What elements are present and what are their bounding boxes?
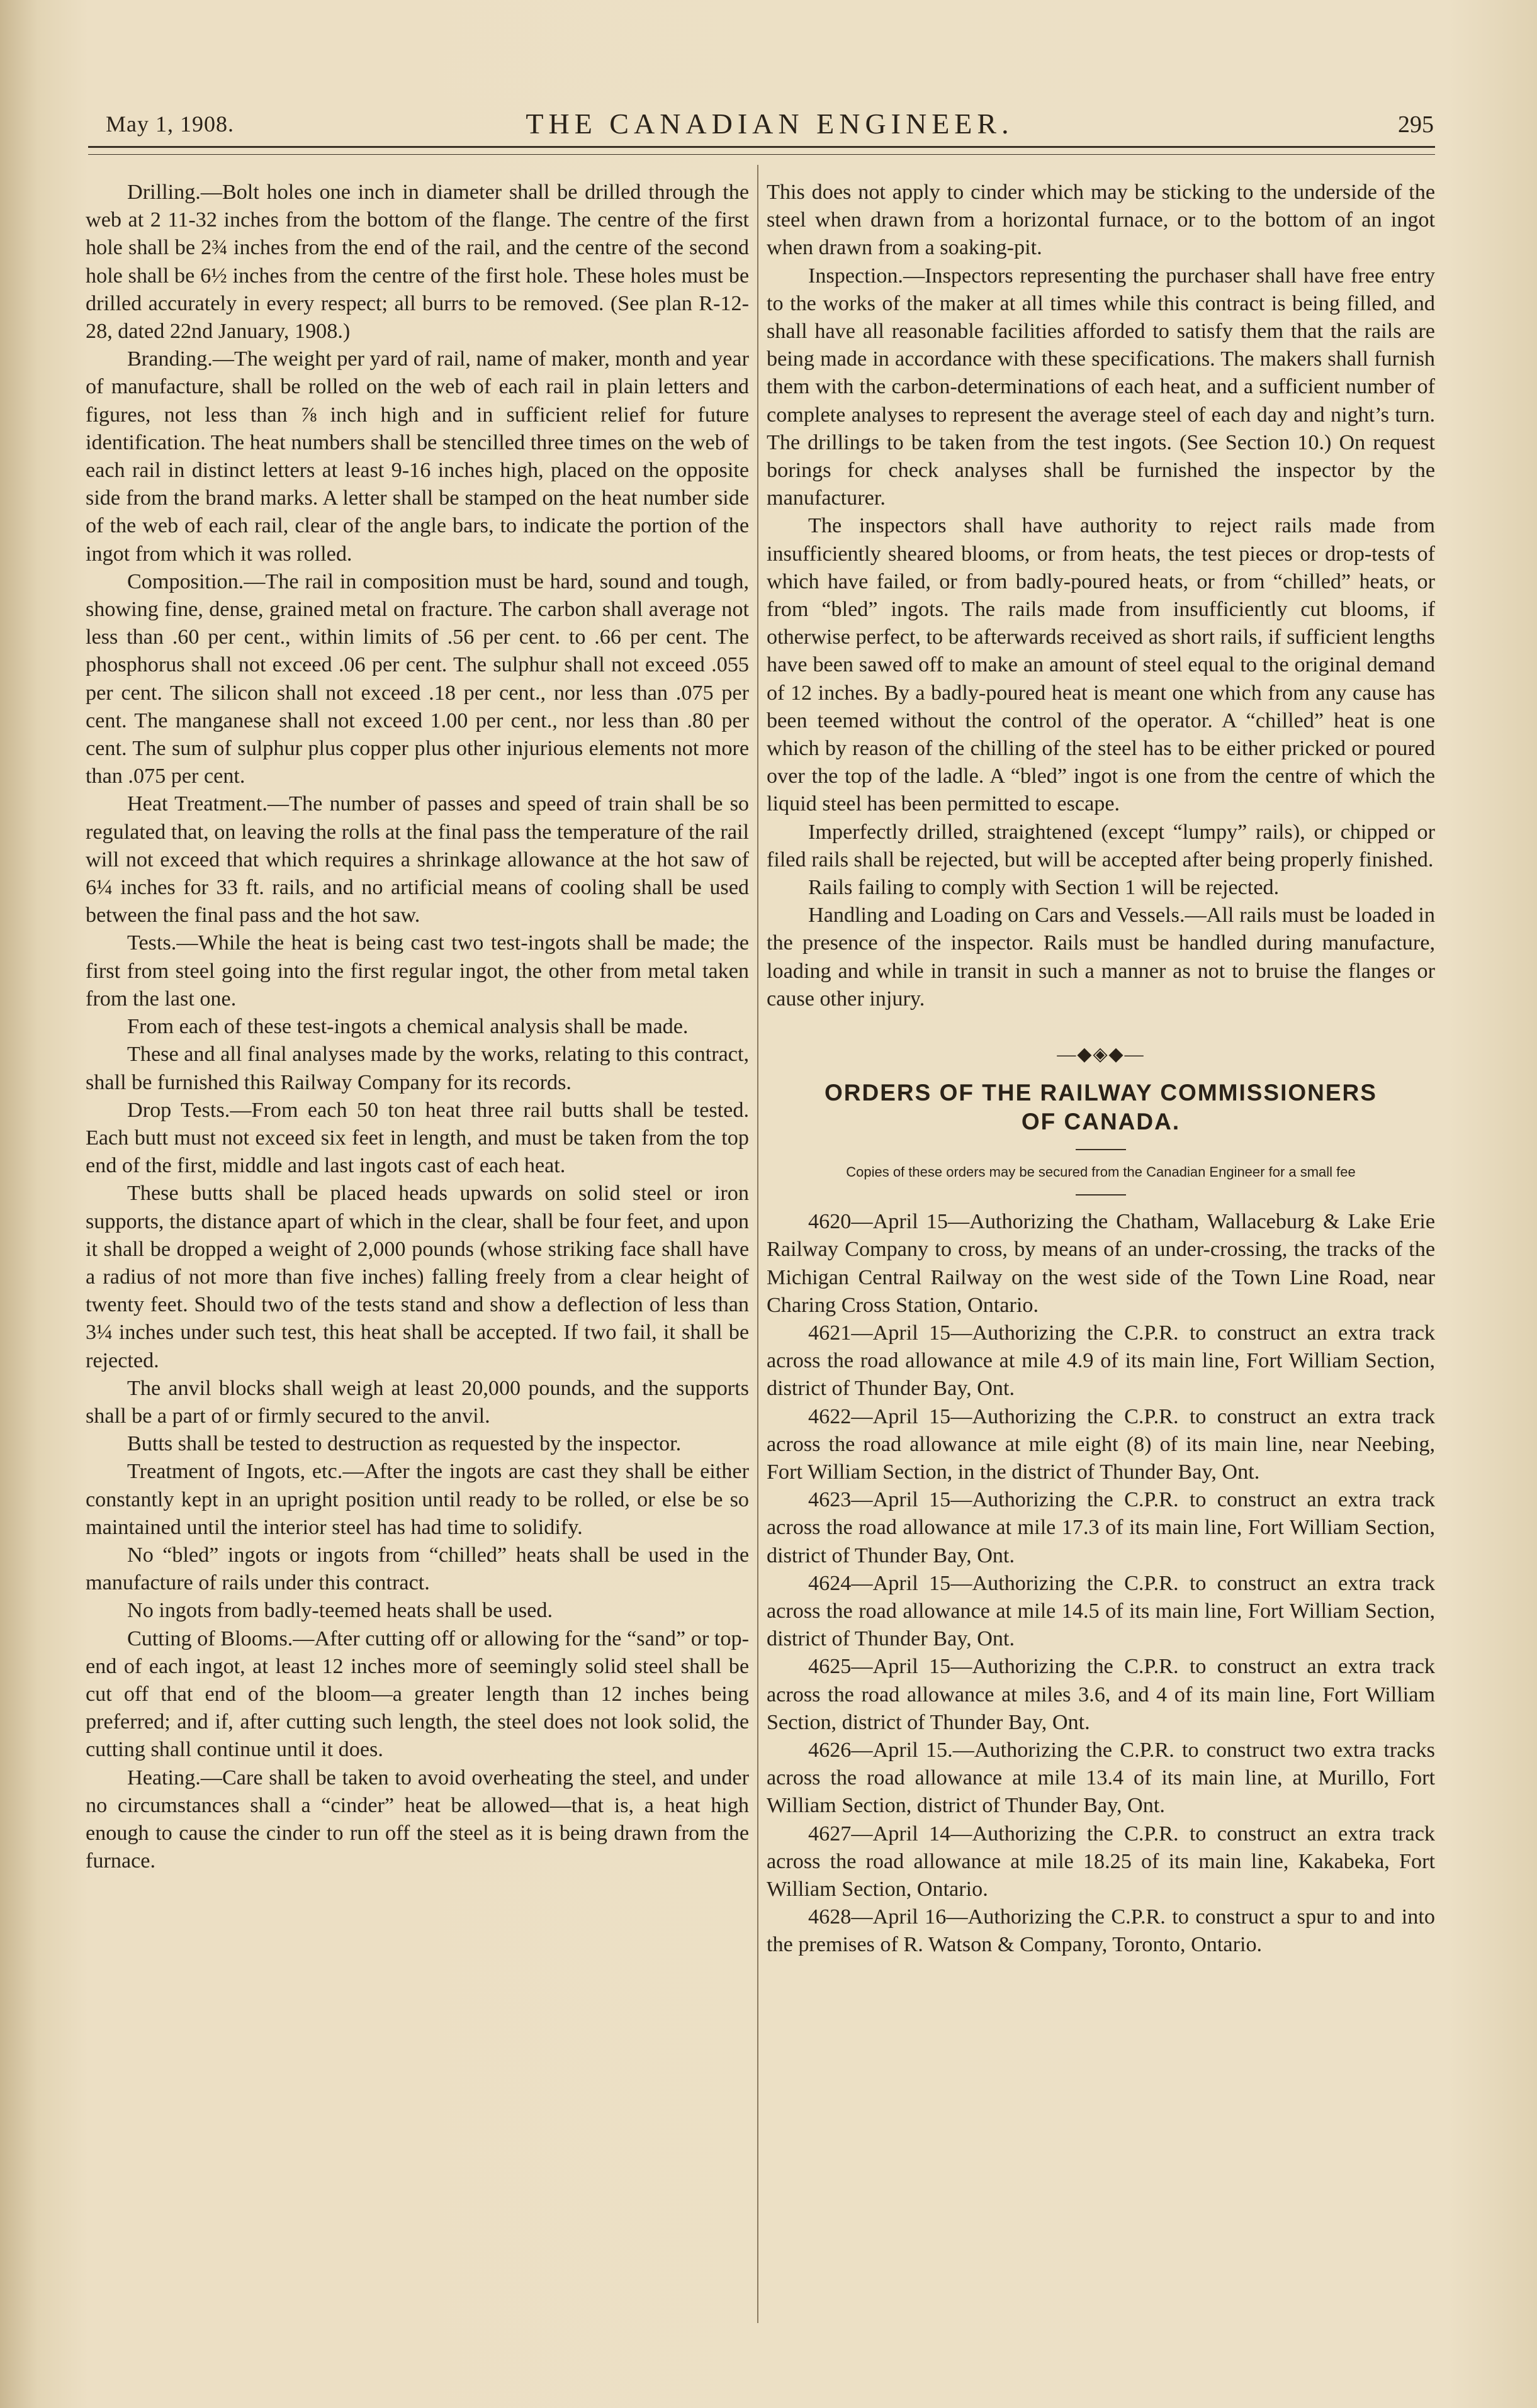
paragraph-continued: This does not apply to cinder which may be sticking to the underside of the steel when drawn from a horizontal furnace, or to the bottom of an ingot when drawn from a soaking-pit. (767, 181, 1435, 260)
order-4623: 4623—April 15—Authorizing the C.P.R. to construct an extra track across the road allowance at mile 17.3 of its main line, Fort William Section, district of Thunder Bay, Ont. (767, 1488, 1435, 1567)
section-ornament: —◆◈◆— (1057, 1044, 1145, 1065)
paragraph-butts-placement: These butts shall be placed heads upwards on solid steel or iron supports, the distance apart of which in the clear, shall be four feet, and upon it shall be dropped a weight of 2,000 pounds (whose striking face shall have a radius of not more than five inches) falling freely from a clear height of twenty feet. Should two of the tests stand and show a deflection of less than 3¼ inches under such test, this heat shall be accepted. If two fail, it shall be rejected. (86, 1182, 749, 1372)
paragraph-drop-tests: Drop Tests.—From each 50 ton heat three rail butts shall be tested. Each butt must not exceed six feet in length, and must be taken from the top end of the first, middle and last ingots cast of each heat. (86, 1098, 749, 1178)
paragraph-imperfect-rails: Imperfectly drilled, straightened (except “lumpy” rails), or chipped or filed rails shall be rejected, but will be accepted after being properly finished. (767, 820, 1435, 871)
paragraph-chemical-analysis: From each of these test-ingots a chemical analysis shall be made. (127, 1015, 689, 1039)
section-heading-line-2: OF CANADA. (1021, 1109, 1181, 1135)
section-note: Copies of these orders may be secured from the Canadian Engineer for a small fee (846, 1164, 1356, 1180)
paragraph-cutting-of-blooms: Cutting of Blooms.—After cutting off or allowing for the “sand” or top-end of each ingot, at least 12 inches more of seemingly solid steel shall be cut off that end of the bloom—a greater length than 12 inches being preferred; and if, after cutting such length, the steel does not look solid, the cutting shall continue until it does. (86, 1627, 749, 1762)
order-4624: 4624—April 15—Authorizing the C.P.R. to construct an extra track across the road allowance at mile 14.5 of its main line, Fort William Section, district of Thunder Bay, Ont. (767, 1571, 1435, 1651)
paragraph-drilling: Drilling.—Bolt holes one inch in diameter shall be drilled through the web at 2 11-32 inches from the bottom of the flange. The centre of the first hole shall be 2¾ inches from the end of the rail, and the centre of the second hole shall be 6½ inches from the centre of the first hole. These holes must be drilled accurately in every respect; all burrs to be removed. (See plan R-12-28, dated 22nd January, 1908.) (86, 181, 749, 344)
order-4628: 4628—April 16—Authorizing the C.P.R. to construct a spur to and into the premises of R. Watson & Company, Toronto, Ontario. (767, 1905, 1435, 1957)
section-heading-line-1: ORDERS OF THE RAILWAY COMMISSIONERS (825, 1080, 1377, 1106)
paragraph-heat-treatment: Heat Treatment.—The number of passes and speed of train shall be so regulated that, on leaving the rolls at the final pass the temperature of the rail will not exceed that which requires a shrinkage allowance at the hot saw of 6¼ inches for 33 ft. rails, and no artificial means of cooling shall be used between the final pass and the hot saw. (86, 792, 749, 927)
left-column (86, 179, 749, 1875)
paragraph-final-analyses: These and all final analyses made by the works, relating to this contract, shall be furnished this Railway Company for its records. (86, 1043, 749, 1094)
section-heading (767, 1078, 1435, 1136)
page-header (106, 107, 1434, 145)
paragraph-badly-teemed: No ingots from badly-teemed heats shall be used. (127, 1599, 553, 1623)
paragraph-anvil-blocks: The anvil blocks shall weigh at least 20,000 pounds, and the supports shall be a part of or firmly secured to the anvil. (86, 1376, 749, 1428)
paragraph-handling-loading: Handling and Loading on Cars and Vessels.—All rails must be loaded in the presence of the inspector. Rails must be handled during manufacture, loading and while in transit in such a manner as not to bruise the flanges or cause other injury. (767, 904, 1435, 1011)
paragraph-tests: Tests.—While the heat is being cast two test-ingots shall be made; the first from steel going into the first regular ingot, the other from metal taken from the last one. (86, 931, 749, 1011)
order-4622: 4622—April 15—Authorizing the C.P.R. to construct an extra track across the road allowance at mile eight (8) of its main line, near Neebing, Fort William Section, in the district of Thunder Bay, Ont. (767, 1404, 1435, 1484)
paragraph-composition: Composition.—The rail in composition must be hard, sound and tough, showing fine, dense, grained metal on fracture. The carbon shall average not less than .60 per cent., within limits of .56 per cent. to .66 per cent. The phosphorus shall not exceed .06 per cent. The sulphur shall not exceed .055 per cent. The silicon shall not exceed .18 per cent., nor less than .075 per cent. The manganese shall not exceed 1.00 per cent., nor less than .80 per cent. The sum of sulphur plus copper plus other injurious elements not more than .075 per cent. (86, 569, 749, 788)
paragraph-bled-ingots: No “bled” ingots or ingots from “chilled” heats shall be used in the manufacture of rails under this contract. (86, 1543, 749, 1595)
issue-date: May 1, 1908. (106, 111, 234, 137)
order-4626: 4626—April 15.—Authorizing the C.P.R. to construct two extra tracks across the road allowance at mile 13.4 of its main line, at Murillo, Fort William Section, district of Thunder Bay, Ont. (767, 1738, 1435, 1818)
heading-rule (1076, 1149, 1126, 1150)
header-rule (88, 146, 1435, 155)
paragraph-inspector-authority: The inspectors shall have authority to reject rails made from insufficiently sheared blooms, or from heats, the test pieces or drop-tests of which have failed, or from badly-poured heats, or from “chilled” heats, or from “bled” ingots. The rails made from insufficiently cut blooms, if otherwise perfect, to be afterwards received as short rails, if sufficient lengths have been sawed off to make an amount of steel equal to the original demand of 12 inches. By a badly-poured heat is meant one which from any cause has been teemed without the control of the operator. A “chilled” heat is one which by reason of the chilling of the steel has to be either pricked or poured over the top of the ladle. A “bled” ingot is one from the centre of which the liquid steel has been permitted to escape. (767, 514, 1435, 816)
column-divider (757, 165, 758, 2323)
order-4625: 4625—April 15—Authorizing the C.P.R. to construct an extra track across the road allowance at miles 3.6, and 4 of its main line, Fort William Section, district of Thunder Bay, Ont. (767, 1655, 1435, 1734)
publication-title: THE CANADIAN ENGINEER. (526, 108, 1014, 140)
paragraph-branding: Branding.—The weight per yard of rail, name of maker, month and year of manufacture, shall be rolled on the web of each rail in plain letters and figures, not less than ⅞ inch high and in sufficient relief for future identification. The heat numbers shall be stencilled three times on the web of each rail in distinct letters at least 9-16 inches high, placed on the opposite side from the brand marks. A letter shall be stamped on the heat number side of the web of each rail, clear of the angle bars, to indicate the portion of the ingot from which it was rolled. (86, 347, 749, 566)
order-4627: 4627—April 14—Authorizing the C.P.R. to construct an extra track across the road allowance at mile 18.25 of its main line, Kakabeka, Fort William Section, Ontario. (767, 1822, 1435, 1901)
order-4621: 4621—April 15—Authorizing the C.P.R. to construct an extra track across the road allowance at mile 4.9 of its main line, Fort William Section, district of Thunder Bay, Ont. (767, 1321, 1435, 1401)
paragraph-inspection: Inspection.—Inspectors representing the purchaser shall have free entry to the works of the maker at all times while this contract is being filled, and shall have all reasonable facilities afforded to satisfy them that the rails are being made in accordance with these specifications. The makers shall furnish them with the carbon-determinations of each heat, and a sufficient number of complete analyses to represent the average steel of each day and night’s turn. The drillings to be taken from the test ingots. (See Section 10.) On request borings for check analyses shall be furnished the inspector by the manufacturer. (767, 264, 1435, 510)
paragraph-butts-destruction: Butts shall be tested to destruction as requested by the inspector. (127, 1432, 682, 1456)
order-4620: 4620—April 15—Authorizing the Chatham, Wallaceburg & Lake Erie Railway Company to cross, by means of an under-crossing, the tracks of the Michigan Central Railway on the west side of the Town Line Road, near Charing Cross Station, Ontario. (767, 1210, 1435, 1317)
note-rule (1076, 1194, 1126, 1196)
page-number: 295 (1398, 111, 1434, 138)
paragraph-heating: Heating.—Care shall be taken to avoid overheating the steel, and under no circumstances shall a “cinder” heat be allowed—that is, a heat high enough to cause the cinder to run off the steel as it is being drawn from the furnace. (86, 1766, 749, 1873)
right-column (767, 179, 1435, 1959)
paragraph-treatment-of-ingots: Treatment of Ingots, etc.—After the ingots are cast they shall be either constantly kept in an upright position until ready to be rolled, or else be so maintained until the interior steel has had time to solidify. (86, 1460, 749, 1539)
paragraph-section-one: Rails failing to comply with Section 1 will be rejected. (808, 876, 1280, 900)
